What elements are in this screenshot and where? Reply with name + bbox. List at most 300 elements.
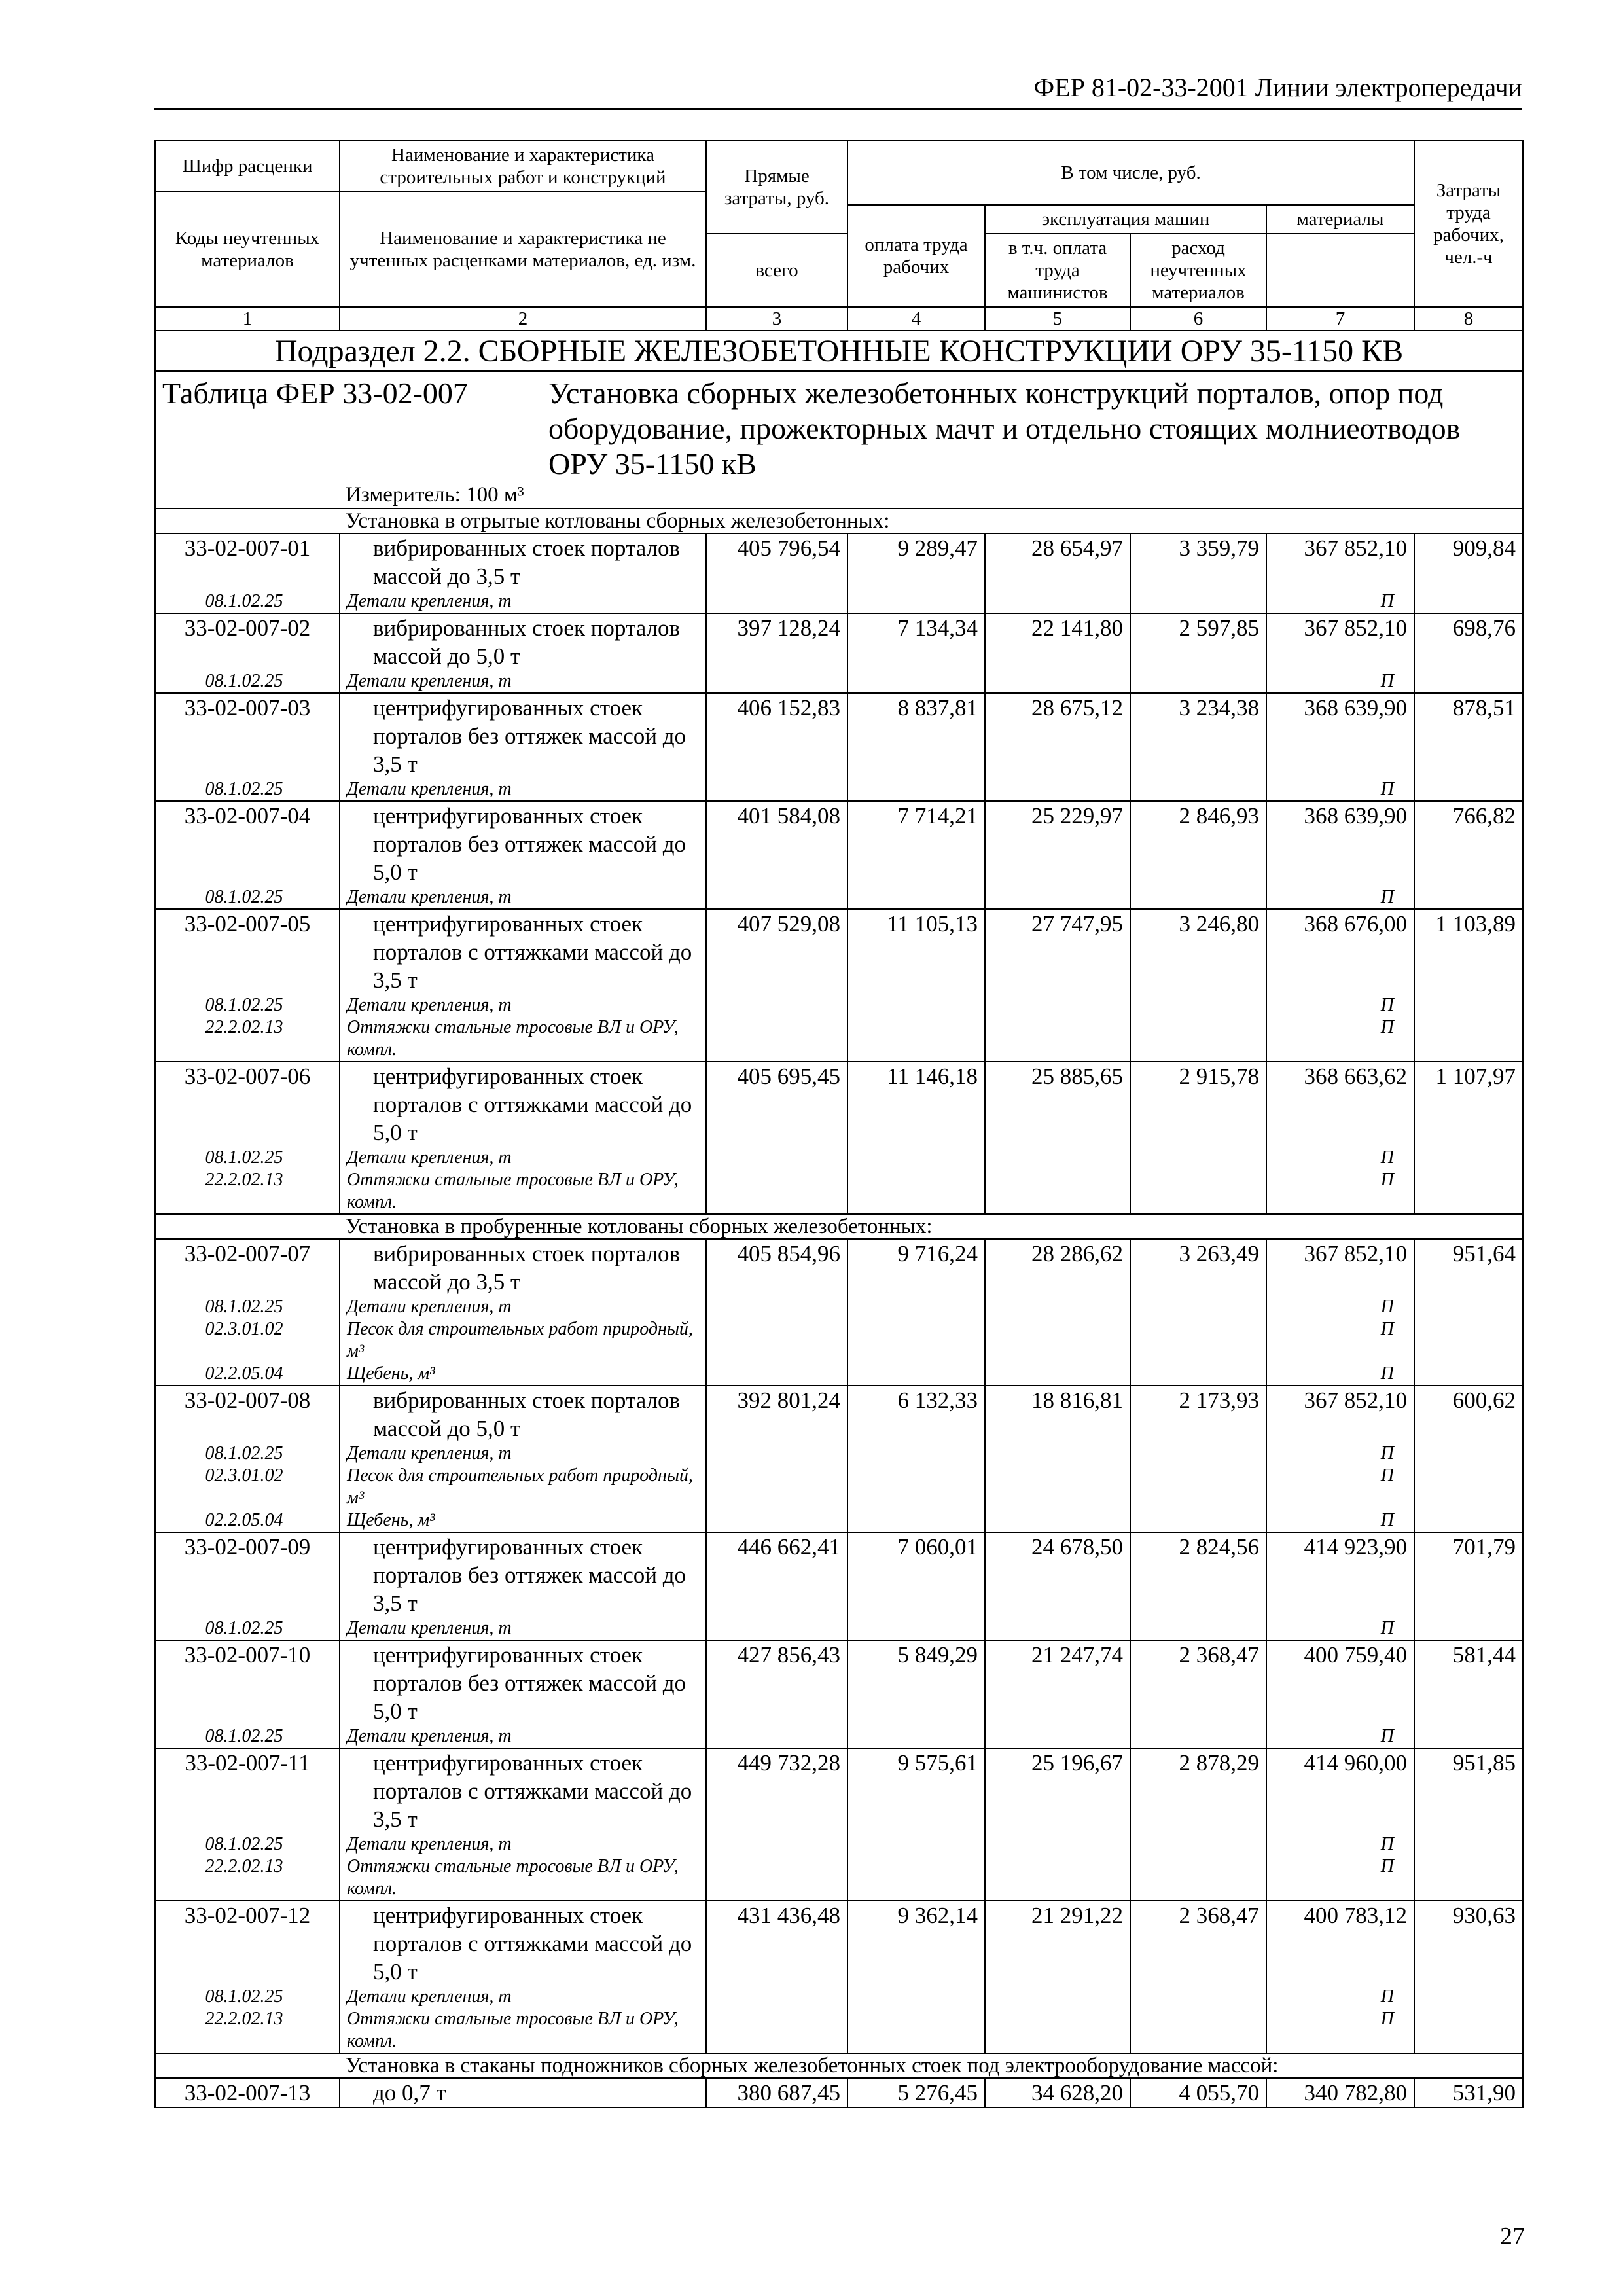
- direct-costs: 397 128,24: [706, 613, 847, 670]
- material-name: Песок для строительных работ природный, м³: [340, 1465, 706, 1509]
- empty-cell: [847, 2008, 985, 2053]
- direct-costs: 406 152,83: [706, 693, 847, 778]
- running-header: [154, 69, 1522, 110]
- machinist-pay: 2 597,85: [1130, 613, 1266, 670]
- rate-code: 33-02-007-02: [155, 613, 340, 670]
- empty-cell: [1414, 1363, 1523, 1386]
- hdr-unaccounted-materials: расход неучтенных материалов: [1130, 234, 1266, 307]
- direct-costs: 449 732,28: [706, 1748, 847, 1833]
- material-code: 02.2.05.04: [155, 1363, 340, 1386]
- material-row: [155, 1147, 1523, 1169]
- material-name: Детали крепления, т: [340, 1147, 706, 1169]
- machinist-pay: 2 368,47: [1130, 1640, 1266, 1725]
- work-description: центрифугированных стоек порталов с оттяжками массой до 5,0 т: [340, 1901, 706, 1986]
- labor-hours: 1 103,89: [1414, 909, 1523, 994]
- empty-cell: [1414, 1509, 1523, 1532]
- table-name: Установка сборных железобетонных конструкций порталов, опор под оборудование, прожекторных мачт и отдельно стоящих молниеотводов ОРУ 35-1150 кВ: [548, 376, 1461, 480]
- material-quantity: П: [1266, 1169, 1414, 1214]
- material-code: 08.1.02.25: [155, 1833, 340, 1856]
- group-label-row: [155, 1214, 1523, 1239]
- empty-cell: [1414, 1016, 1523, 1062]
- material-quantity: П: [1266, 1509, 1414, 1532]
- unit-of-measure: Измеритель: 100 м³: [155, 482, 1523, 509]
- empty-cell: [706, 1363, 847, 1386]
- material-name: Песок для строительных работ природный, м³: [340, 1318, 706, 1363]
- empty-cell: [1130, 1617, 1266, 1640]
- direct-costs: 392 801,24: [706, 1386, 847, 1443]
- empty-cell: [706, 1509, 847, 1532]
- empty-cell: [985, 1986, 1130, 2008]
- material-name: Оттяжки стальные тросовые ВЛ и ОРУ, компл.: [340, 2008, 706, 2053]
- machinist-pay: 3 234,38: [1130, 693, 1266, 778]
- material-code: 02.3.01.02: [155, 1318, 340, 1363]
- empty-cell: [847, 1169, 985, 1214]
- empty-cell: [1414, 2008, 1523, 2053]
- labor-hours: 951,85: [1414, 1748, 1523, 1833]
- labor-hours: 930,63: [1414, 1901, 1523, 1986]
- machines-total: 21 247,74: [985, 1640, 1130, 1725]
- hdr-machinist-pay: в т.ч. оплата труда машинистов: [985, 234, 1130, 307]
- material-quantity: П: [1266, 994, 1414, 1016]
- direct-costs: 427 856,43: [706, 1640, 847, 1725]
- material-row: [155, 886, 1523, 909]
- empty-cell: [706, 1725, 847, 1748]
- empty-cell: [847, 886, 985, 909]
- empty-cell: [1130, 1856, 1266, 1901]
- empty-cell: [706, 1147, 847, 1169]
- rate-code: 33-02-007-01: [155, 533, 340, 590]
- col-number: 3: [706, 307, 847, 331]
- empty-cell: [847, 1856, 985, 1901]
- material-quantity: П: [1266, 1016, 1414, 1062]
- hdr-rate-code: Шифр расценки: [155, 141, 340, 192]
- material-quantity: П: [1266, 1833, 1414, 1856]
- material-name: Детали крепления, т: [340, 1443, 706, 1465]
- labor-hours: 951,64: [1414, 1239, 1523, 1296]
- empty-cell: [847, 1725, 985, 1748]
- work-description: вибрированных стоек порталов массой до 5,0 т: [340, 1386, 706, 1443]
- empty-cell: [706, 1856, 847, 1901]
- material-row: [155, 1363, 1523, 1386]
- material-quantity: П: [1266, 1617, 1414, 1640]
- empty-cell: [706, 778, 847, 801]
- machines-total: 24 678,50: [985, 1532, 1130, 1617]
- empty-cell: [847, 1986, 985, 2008]
- machinist-pay: 2 846,93: [1130, 801, 1266, 886]
- direct-costs: 431 436,48: [706, 1901, 847, 1986]
- machinist-pay: 3 246,80: [1130, 909, 1266, 994]
- labor-hours: 878,51: [1414, 693, 1523, 778]
- empty-cell: [847, 1296, 985, 1318]
- material-code: 22.2.02.13: [155, 2008, 340, 2053]
- work-description: центрифугированных стоек порталов без оттяжек массой до 3,5 т: [340, 1532, 706, 1617]
- machines-total: 21 291,22: [985, 1901, 1130, 1986]
- empty-cell: [1414, 1725, 1523, 1748]
- hdr-labor-hours: Затраты труда рабочих, чел.-ч: [1414, 141, 1523, 307]
- empty-cell: [847, 778, 985, 801]
- machinist-pay: 3 263,49: [1130, 1239, 1266, 1296]
- empty-cell: [847, 1443, 985, 1465]
- empty-cell: [706, 2008, 847, 2053]
- hdr-including: В том числе, руб.: [847, 141, 1414, 205]
- col-number: 1: [155, 307, 340, 331]
- machinist-pay: 2 824,56: [1130, 1532, 1266, 1617]
- material-row: [155, 590, 1523, 613]
- empty-cell: [847, 590, 985, 613]
- material-name: Оттяжки стальные тросовые ВЛ и ОРУ, компл.: [340, 1169, 706, 1214]
- empty-cell: [706, 1318, 847, 1363]
- table-header: [155, 141, 1523, 331]
- machinist-pay: 2 915,78: [1130, 1062, 1266, 1147]
- material-row: [155, 1296, 1523, 1318]
- empty-cell: [1130, 1509, 1266, 1532]
- direct-costs: 407 529,08: [706, 909, 847, 994]
- materials-cost: 340 782,80: [1266, 2078, 1414, 2108]
- material-code: 08.1.02.25: [155, 1725, 340, 1748]
- col-number: 5: [985, 307, 1130, 331]
- machines-total: 34 628,20: [985, 2078, 1130, 2108]
- work-description: центрифугированных стоек порталов с оттяжками массой до 3,5 т: [340, 1748, 706, 1833]
- empty-cell: [1414, 1147, 1523, 1169]
- material-row: [155, 1016, 1523, 1062]
- material-name: Детали крепления, т: [340, 590, 706, 613]
- rate-row: [155, 1386, 1523, 1443]
- empty-cell: [1130, 1016, 1266, 1062]
- material-quantity: П: [1266, 670, 1414, 693]
- material-name: Щебень, м³: [340, 1363, 706, 1386]
- empty-cell: [1130, 1147, 1266, 1169]
- empty-cell: [1130, 1833, 1266, 1856]
- empty-cell: [847, 1016, 985, 1062]
- labor-hours: 909,84: [1414, 533, 1523, 590]
- empty-cell: [847, 1147, 985, 1169]
- material-row: [155, 1986, 1523, 2008]
- running-header-title: ФЕР 81-02-33-2001 Линии электропередачи: [1033, 73, 1522, 102]
- empty-cell: [1414, 1856, 1523, 1901]
- hdr-machines-total: всего: [706, 234, 847, 307]
- material-quantity: П: [1266, 886, 1414, 909]
- section-title: Подраздел 2.2. СБОРНЫЕ ЖЕЛЕЗОБЕТОННЫЕ КОНСТРУКЦИИ ОРУ 35-1150 КВ: [155, 331, 1523, 371]
- rate-row: [155, 801, 1523, 886]
- rate-code: 33-02-007-04: [155, 801, 340, 886]
- empty-cell: [985, 1147, 1130, 1169]
- machines-total: 18 816,81: [985, 1386, 1130, 1443]
- empty-cell: [1130, 1443, 1266, 1465]
- materials-cost: 414 923,90: [1266, 1532, 1414, 1617]
- material-code: 08.1.02.25: [155, 590, 340, 613]
- empty-cell: [706, 886, 847, 909]
- empty-cell: [1130, 1296, 1266, 1318]
- rate-code: 33-02-007-08: [155, 1386, 340, 1443]
- material-row: [155, 1169, 1523, 1214]
- material-row: [155, 778, 1523, 801]
- empty-cell: [706, 1465, 847, 1509]
- empty-cell: [706, 1169, 847, 1214]
- rate-code: 33-02-007-05: [155, 909, 340, 994]
- material-name: Детали крепления, т: [340, 1617, 706, 1640]
- material-row: [155, 1509, 1523, 1532]
- material-quantity: П: [1266, 778, 1414, 801]
- material-name: Детали крепления, т: [340, 1986, 706, 2008]
- empty-cell: [985, 1833, 1130, 1856]
- direct-costs: 405 796,54: [706, 533, 847, 590]
- worker-pay: 7 714,21: [847, 801, 985, 886]
- empty-cell: [1414, 1443, 1523, 1465]
- hdr-materials: материалы: [1266, 205, 1414, 234]
- worker-pay: 11 146,18: [847, 1062, 985, 1147]
- empty-cell: [985, 2008, 1130, 2053]
- empty-cell: [985, 670, 1130, 693]
- empty-cell: [985, 590, 1130, 613]
- empty-cell: [706, 1617, 847, 1640]
- page-number: 27: [1500, 2223, 1525, 2250]
- empty-cell: [985, 1363, 1130, 1386]
- rate-row: [155, 613, 1523, 670]
- machines-total: 22 141,80: [985, 613, 1130, 670]
- labor-hours: 531,90: [1414, 2078, 1523, 2108]
- material-code: 02.2.05.04: [155, 1509, 340, 1532]
- machines-total: 27 747,95: [985, 909, 1130, 994]
- worker-pay: 9 716,24: [847, 1239, 985, 1296]
- rates-table: [154, 140, 1524, 2108]
- rate-row: [155, 1239, 1523, 1296]
- material-quantity: П: [1266, 1725, 1414, 1748]
- rate-row: [155, 1062, 1523, 1147]
- empty-cell: [985, 1169, 1130, 1214]
- material-name: Детали крепления, т: [340, 886, 706, 909]
- rate-code: 33-02-007-07: [155, 1239, 340, 1296]
- empty-cell: [1414, 1296, 1523, 1318]
- empty-cell: [1130, 590, 1266, 613]
- material-quantity: П: [1266, 1296, 1414, 1318]
- empty-cell: [985, 1016, 1130, 1062]
- labor-hours: 766,82: [1414, 801, 1523, 886]
- rate-code: 33-02-007-10: [155, 1640, 340, 1725]
- labor-hours: 581,44: [1414, 1640, 1523, 1725]
- machines-total: 25 196,67: [985, 1748, 1130, 1833]
- materials-cost: 368 639,90: [1266, 693, 1414, 778]
- material-row: [155, 670, 1523, 693]
- material-quantity: П: [1266, 1147, 1414, 1169]
- materials-cost: 367 852,10: [1266, 1239, 1414, 1296]
- empty-cell: [985, 1465, 1130, 1509]
- machinist-pay: 4 055,70: [1130, 2078, 1266, 2108]
- empty-cell: [985, 994, 1130, 1016]
- material-code: 08.1.02.25: [155, 1296, 340, 1318]
- empty-cell: [985, 886, 1130, 909]
- empty-cell: [706, 670, 847, 693]
- empty-cell: [1130, 1465, 1266, 1509]
- material-name: Оттяжки стальные тросовые ВЛ и ОРУ, компл.: [340, 1016, 706, 1062]
- material-code: 08.1.02.25: [155, 778, 340, 801]
- material-name: Детали крепления, т: [340, 1833, 706, 1856]
- material-row: [155, 2008, 1523, 2053]
- hdr-material-codes: Коды неучтенных материалов: [155, 192, 340, 307]
- work-description: центрифугированных стоек порталов без оттяжек массой до 3,5 т: [340, 693, 706, 778]
- machinist-pay: 2 368,47: [1130, 1901, 1266, 1986]
- empty-cell: [1414, 1169, 1523, 1214]
- worker-pay: 5 849,29: [847, 1640, 985, 1725]
- work-description: до 0,7 т: [340, 2078, 706, 2108]
- column-numbers-row: [155, 307, 1523, 331]
- empty-cell: [1130, 886, 1266, 909]
- hdr-worker-pay: оплата труда рабочих: [847, 205, 985, 307]
- labor-hours: 701,79: [1414, 1532, 1523, 1617]
- rate-code: 33-02-007-09: [155, 1532, 340, 1617]
- empty-cell: [985, 1725, 1130, 1748]
- hdr-work-name: Наименование и характеристика строительных работ и конструкций: [340, 141, 706, 192]
- material-quantity: П: [1266, 590, 1414, 613]
- material-name: Детали крепления, т: [340, 670, 706, 693]
- empty-cell: [847, 1509, 985, 1532]
- empty-cell: [1130, 778, 1266, 801]
- material-row: [155, 1725, 1523, 1748]
- material-code: 22.2.02.13: [155, 1016, 340, 1062]
- rate-code: 33-02-007-13: [155, 2078, 340, 2108]
- empty-cell: [1130, 1363, 1266, 1386]
- material-code: 08.1.02.25: [155, 886, 340, 909]
- material-name: Детали крепления, т: [340, 1296, 706, 1318]
- material-code: 22.2.02.13: [155, 1856, 340, 1901]
- materials-cost: 368 676,00: [1266, 909, 1414, 994]
- material-name: Детали крепления, т: [340, 1725, 706, 1748]
- empty-cell: [706, 590, 847, 613]
- work-description: вибрированных стоек порталов массой до 3,5 т: [340, 533, 706, 590]
- materials-cost: 367 852,10: [1266, 613, 1414, 670]
- empty-cell: [1130, 1725, 1266, 1748]
- hdr-direct-costs: Прямые затраты, руб.: [706, 141, 847, 234]
- empty-cell: [1414, 670, 1523, 693]
- rate-row: [155, 693, 1523, 778]
- material-row: [155, 1465, 1523, 1509]
- group-label-row: [155, 509, 1523, 533]
- empty-cell: [985, 1509, 1130, 1532]
- rate-code: 33-02-007-11: [155, 1748, 340, 1833]
- empty-cell: [1414, 886, 1523, 909]
- rate-row: [155, 1901, 1523, 1986]
- material-code: 08.1.02.25: [155, 994, 340, 1016]
- empty-cell: [847, 1833, 985, 1856]
- material-quantity: П: [1266, 1986, 1414, 2008]
- materials-cost: 368 639,90: [1266, 801, 1414, 886]
- rate-code: 33-02-007-03: [155, 693, 340, 778]
- machines-total: 25 229,97: [985, 801, 1130, 886]
- machinist-pay: 2 878,29: [1130, 1748, 1266, 1833]
- work-description: центрифугированных стоек порталов с оттяжками массой до 5,0 т: [340, 1062, 706, 1147]
- col-number: 2: [340, 307, 706, 331]
- empty-cell: [1414, 994, 1523, 1016]
- material-quantity: П: [1266, 1363, 1414, 1386]
- hdr-material-names: Наименование и характеристика не учтенных расценками материалов, ед. изм.: [340, 192, 706, 307]
- empty-cell: [1130, 670, 1266, 693]
- empty-cell: [1130, 2008, 1266, 2053]
- rate-row: [155, 2078, 1523, 2108]
- material-code: 08.1.02.25: [155, 1443, 340, 1465]
- material-code: 08.1.02.25: [155, 1617, 340, 1640]
- worker-pay: 6 132,33: [847, 1386, 985, 1443]
- material-quantity: П: [1266, 1318, 1414, 1363]
- material-row: [155, 1833, 1523, 1856]
- col-number: 6: [1130, 307, 1266, 331]
- materials-cost: 414 960,00: [1266, 1748, 1414, 1833]
- empty-cell: [847, 670, 985, 693]
- labor-hours: 1 107,97: [1414, 1062, 1523, 1147]
- worker-pay: 9 289,47: [847, 533, 985, 590]
- empty-cell: [847, 1617, 985, 1640]
- rate-row: [155, 1640, 1523, 1725]
- machines-total: 28 675,12: [985, 693, 1130, 778]
- rate-row: [155, 1748, 1523, 1833]
- empty-cell: [985, 1296, 1130, 1318]
- materials-cost: 400 759,40: [1266, 1640, 1414, 1725]
- material-name: Детали крепления, т: [340, 994, 706, 1016]
- work-description: центрифугированных стоек порталов с оттяжками массой до 3,5 т: [340, 909, 706, 994]
- direct-costs: 405 854,96: [706, 1239, 847, 1296]
- empty-cell: [1414, 1318, 1523, 1363]
- empty-cell: [706, 1986, 847, 2008]
- material-quantity: П: [1266, 1856, 1414, 1901]
- material-row: [155, 994, 1523, 1016]
- empty-cell: [706, 1016, 847, 1062]
- materials-cost: 400 783,12: [1266, 1901, 1414, 1986]
- machinist-pay: 3 359,79: [1130, 533, 1266, 590]
- empty-cell: [985, 1617, 1130, 1640]
- empty-cell: [706, 1296, 847, 1318]
- empty-cell: [985, 1318, 1130, 1363]
- col-number: 4: [847, 307, 985, 331]
- direct-costs: 446 662,41: [706, 1532, 847, 1617]
- empty-cell: [1414, 1986, 1523, 2008]
- worker-pay: 7 134,34: [847, 613, 985, 670]
- worker-pay: 7 060,01: [847, 1532, 985, 1617]
- empty-cell: [1414, 1833, 1523, 1856]
- hdr-machines: эксплуатация машин: [985, 205, 1266, 234]
- labor-hours: 698,76: [1414, 613, 1523, 670]
- group-label: Установка в стаканы подножников сборных железобетонных стоек под электрооборудование массой:: [155, 2053, 1523, 2078]
- direct-costs: 405 695,45: [706, 1062, 847, 1147]
- work-description: вибрированных стоек порталов массой до 5,0 т: [340, 613, 706, 670]
- machinist-pay: 2 173,93: [1130, 1386, 1266, 1443]
- material-name: Щебень, м³: [340, 1509, 706, 1532]
- material-code: 08.1.02.25: [155, 1147, 340, 1169]
- material-row: [155, 1617, 1523, 1640]
- material-quantity: П: [1266, 2008, 1414, 2053]
- col-number: 7: [1266, 307, 1414, 331]
- material-name: Детали крепления, т: [340, 778, 706, 801]
- table-title-block: [155, 371, 1523, 482]
- machines-total: 25 885,65: [985, 1062, 1130, 1147]
- material-code: 22.2.02.13: [155, 1169, 340, 1214]
- empty-cell: [1130, 1318, 1266, 1363]
- rate-row: [155, 1532, 1523, 1617]
- labor-hours: 600,62: [1414, 1386, 1523, 1443]
- materials-cost: 367 852,10: [1266, 1386, 1414, 1443]
- material-quantity: П: [1266, 1465, 1414, 1509]
- empty-cell: [1414, 590, 1523, 613]
- direct-costs: 401 584,08: [706, 801, 847, 886]
- empty-cell: [706, 1443, 847, 1465]
- direct-costs: 380 687,45: [706, 2078, 847, 2108]
- group-label: Установка в пробуренные котлованы сборных железобетонных:: [155, 1214, 1523, 1239]
- col-number: 8: [1414, 307, 1523, 331]
- machines-total: 28 286,62: [985, 1239, 1130, 1296]
- material-code: 02.3.01.02: [155, 1465, 340, 1509]
- group-label: Установка в отрытые котлованы сборных железобетонных:: [155, 509, 1523, 533]
- work-description: центрифугированных стоек порталов без оттяжек массой до 5,0 т: [340, 801, 706, 886]
- empty-cell: [847, 1465, 985, 1509]
- worker-pay: 8 837,81: [847, 693, 985, 778]
- rate-code: 33-02-007-12: [155, 1901, 340, 1986]
